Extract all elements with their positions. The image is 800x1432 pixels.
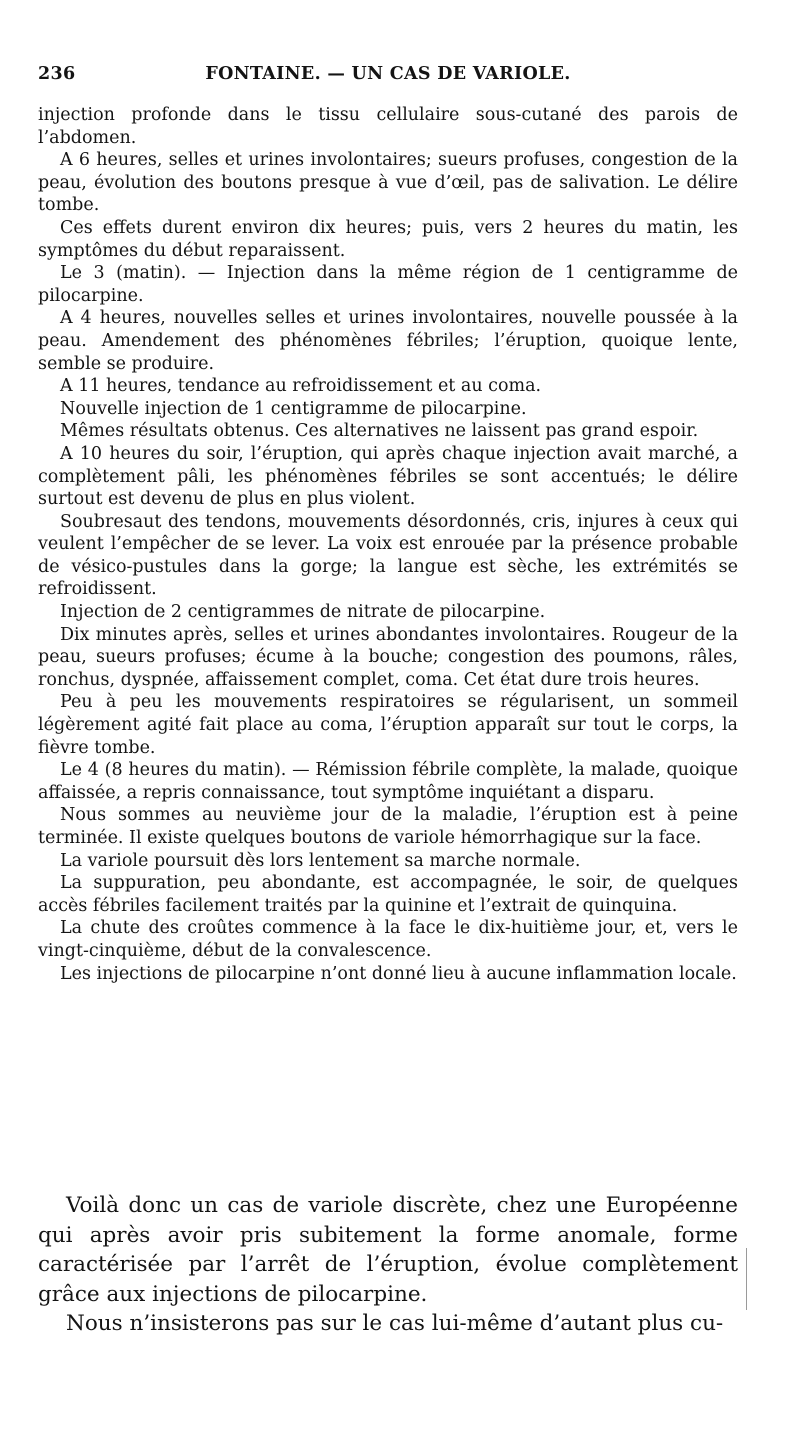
- paragraph: La suppuration, peu abondante, est accompagnée, le soir, de quelques accès fébriles facilement traités par la quinine et l’extrait de quinquina.: [38, 873, 738, 916]
- paragraph: A 10 heures du soir, l’éruption, qui après chaque injection avait marché, a complètement pâli, les phénomènes fébriles se sont accentués; le délire surtout est devenu de plus en plus violent.: [38, 443, 738, 510]
- main-paragraph: Nous n’insisterons pas sur le cas lui-même d’autant plus cu-: [66, 1311, 724, 1336]
- margin-mark: [746, 1248, 747, 1310]
- paragraph: injection profonde dans le tissu cellulaire sous-cutané des parois de l’abdomen.: [38, 105, 738, 148]
- paragraph: Mêmes résultats obtenus. Ces alternatives ne laissent pas grand espoir.: [60, 421, 699, 442]
- paragraph: Dix minutes après, selles et urines abondantes involontaires. Rougeur de la peau, sueurs profuses; écume à la bouche; congestion des poumons, râles, ronchus, dyspnée, affaissement complet, coma. Cet état dure trois heures.: [38, 624, 738, 690]
- paragraph: Nous sommes au neuvième jour de la maladie, l’éruption est à peine terminée. Il existe quelques boutons de variole hémorrhagique sur la face.: [38, 805, 738, 848]
- paragraph: La chute des croûtes commence à la face le dix-huitième jour, et, vers le vingt-cinquième, début de la convalescence.: [38, 918, 738, 961]
- paragraph: Les injections de pilocarpine n’ont donné lieu à aucune inflammation locale.: [60, 963, 737, 984]
- paragraph: Le 4 (8 heures du matin). — Rémission fébrile complète, la malade, quoique affaissée, a repris connaissance, tout symptôme inquiétant a disparu.: [38, 760, 738, 803]
- paragraph: Peu à peu les mouvements respiratoires se régularisent, un sommeil légèrement agité fait place au coma, l’éruption apparaît sur tout le corps, la fièvre tombe.: [38, 692, 738, 758]
- case-notes: [38, 104, 738, 985]
- paragraph: Ces effets durent environ dix heures; puis, vers 2 heures du matin, les symptômes du début reparaissent.: [38, 217, 738, 261]
- paragraph: A 4 heures, nouvelles selles et urines involontaires, nouvelle poussée à la peau. Amendement des phénomènes fébriles; l’éruption, quoique lente, semble se produire.: [38, 308, 738, 374]
- paragraph: A 11 heures, tendance au refroidissement et au coma.: [60, 376, 542, 397]
- paragraph: Soubresaut des tendons, mouvements désordonnés, cris, injures à ceux qui veulent l’empêcher de se lever. La voix est enrouée par la présence probable de vésico-pustules dans la gorge; la langue est sèche, les extrémités se refroidissent.: [38, 511, 738, 600]
- paragraph: Nouvelle injection de 1 centigramme de pilocarpine.: [60, 398, 527, 419]
- running-title: FONTAINE. — UN CAS DE VARIOLE.: [205, 64, 571, 84]
- paragraph: Injection de 2 centigrammes de nitrate de pilocarpine.: [60, 602, 546, 623]
- main-paragraph: Voilà donc un cas de variole discrète, chez une Européenne qui après avoir pris subitement la forme anomale, forme caractérisée par l’arrêt de l’éruption, évolue complètement grâce aux injections de pilocarpine.: [38, 1193, 738, 1307]
- paragraph: Le 3 (matin). — Injection dans la même région de 1 centigramme de pilocarpine.: [38, 263, 738, 306]
- paragraph: A 6 heures, selles et urines involontaires; sueurs profuses, congestion de la peau, évolution des boutons presque à vue d’œil, pas de salivation. Le délire tombe.: [38, 150, 738, 216]
- paragraph: La variole poursuit dès lors lentement sa marche normale.: [60, 850, 581, 871]
- main-text: [38, 1191, 738, 1339]
- page-number: 236: [38, 64, 76, 84]
- page-header: [38, 64, 738, 94]
